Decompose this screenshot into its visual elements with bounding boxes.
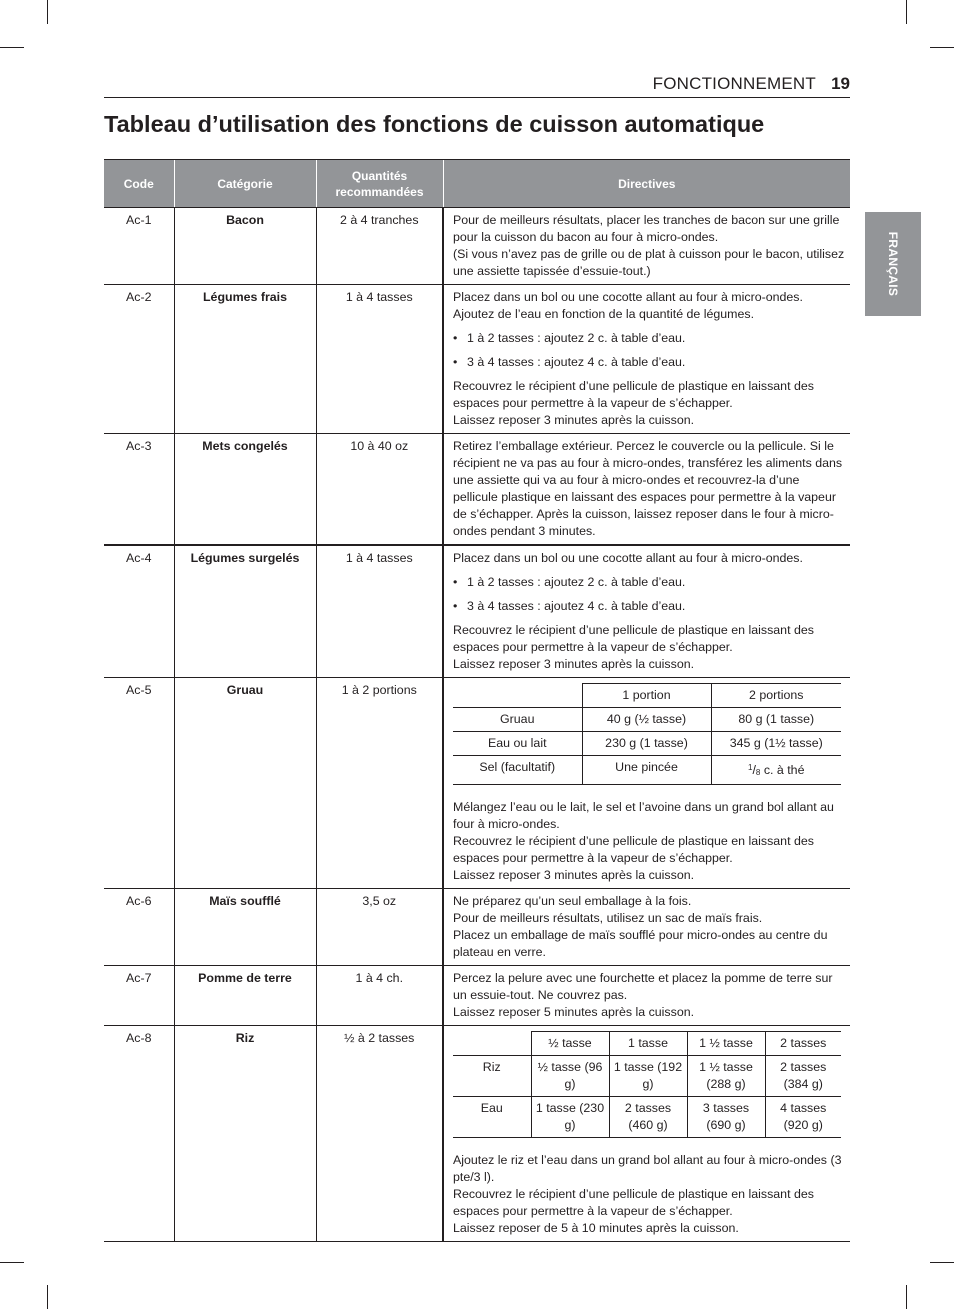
sub-cell: 1 tasse (230 g) <box>531 1097 609 1138</box>
crop-mark <box>930 47 954 48</box>
table-row <box>104 208 850 285</box>
row-directives <box>443 434 850 546</box>
row-quantity: 1 à 4 ch. <box>316 966 443 1026</box>
sub-cell: 40 g (½ tasse) <box>582 708 711 732</box>
row-category: Maïs soufflé <box>174 889 316 966</box>
crop-mark <box>906 0 907 24</box>
sub-cell: Sel (facultatif) <box>453 756 582 785</box>
directive-text: Recouvrez le récipient d’une pellicule de plastique en laissant des espaces pour permettre à la vapeur de s’échapper. <box>453 623 814 654</box>
row-code: Ac-2 <box>104 285 174 434</box>
directive-text: Laissez reposer 3 minutes après la cuisson. <box>453 413 695 427</box>
language-tab <box>865 212 921 316</box>
directive-text: Ne préparez qu’un seul emballage à la fois. <box>453 894 692 908</box>
row-quantity: 3,5 oz <box>316 889 443 966</box>
page-title: Tableau d’utilisation des fonctions de cuisson automatique <box>104 111 765 137</box>
directive-text: Mélangez l’eau ou le lait, le sel et l’avoine dans un grand bol allant au four à micro-ondes. <box>453 800 834 831</box>
directive-bullet: • 1 à 2 tasses : ajoutez 2 c. à table d’eau. <box>453 330 846 347</box>
fraction-denominator: 8 <box>755 768 761 777</box>
directive-text: Laissez reposer 5 minutes après la cuisson. <box>453 1005 695 1019</box>
row-directives <box>443 208 850 285</box>
directive-text: Pour de meilleurs résultats, utilisez un sac de maïs frais. <box>453 911 763 925</box>
row-code: Ac-8 <box>104 1026 174 1242</box>
row-code: Ac-6 <box>104 889 174 966</box>
directive-text: Percez la pelure avec une fourchette et placez la pomme de terre sur un essuie-tout. Ne couvrez pas. <box>453 971 833 1002</box>
row-category: Bacon <box>174 208 316 285</box>
sub-cell: 1 ½ tasse <box>687 1032 765 1056</box>
sub-cell: 80 g (1 tasse) <box>711 708 841 732</box>
sub-cell: 230 g (1 tasse) <box>582 732 711 756</box>
sub-table-row <box>453 732 841 756</box>
sub-table-row <box>453 1097 841 1138</box>
rice-table <box>453 1031 841 1138</box>
crop-mark <box>0 1262 24 1263</box>
directive-bullet: • 3 à 4 tasses : ajoutez 4 c. à table d’eau. <box>453 598 846 615</box>
table-row <box>104 434 850 546</box>
sub-cell-text: c. à thé <box>760 763 805 777</box>
row-directives <box>443 545 850 678</box>
table-row <box>104 1026 850 1242</box>
sub-cell: 2 tasses (460 g) <box>609 1097 687 1138</box>
row-directives <box>443 889 850 966</box>
sub-cell: 1 tasse <box>609 1032 687 1056</box>
sub-cell <box>453 1032 531 1056</box>
sub-cell: 3 tasses (690 g) <box>687 1097 765 1138</box>
page-number: 19 <box>831 74 850 93</box>
directive-bullet: • 1 à 2 tasses : ajoutez 2 c. à table d’eau. <box>453 574 846 591</box>
table-row <box>104 966 850 1026</box>
sub-cell: Une pincée <box>582 756 711 785</box>
table-header-row <box>104 160 850 208</box>
crop-mark <box>47 1285 48 1309</box>
row-code: Ac-4 <box>104 545 174 678</box>
directive-text: Recouvrez le récipient d’une pellicule de plastique en laissant des espaces pour permettre à la vapeur de s’échapper. <box>453 379 814 410</box>
row-code: Ac-3 <box>104 434 174 546</box>
row-category: Gruau <box>174 678 316 889</box>
row-quantity: 1 à 4 tasses <box>316 545 443 678</box>
sub-cell: 2 tasses <box>765 1032 841 1056</box>
row-category: Riz <box>174 1026 316 1242</box>
directive-text: Laissez reposer 3 minutes après la cuisson. <box>453 657 695 671</box>
header-rule <box>104 97 850 98</box>
directive-text: Laissez reposer de 5 à 10 minutes après la cuisson. <box>453 1221 739 1235</box>
crop-mark <box>0 47 24 48</box>
directive-text: Placez dans un bol ou une cocotte allant au four à micro-ondes. <box>453 290 803 304</box>
row-quantity: 2 à 4 tranches <box>316 208 443 285</box>
row-code: Ac-7 <box>104 966 174 1026</box>
crop-mark <box>906 1285 907 1309</box>
page-header <box>104 72 850 96</box>
directive-text: Placez un emballage de maïs soufflé pour micro-ondes au centre du plateau en verre. <box>453 928 828 959</box>
row-directives <box>443 1026 850 1242</box>
table-row <box>104 889 850 966</box>
sub-cell: Riz <box>453 1056 531 1097</box>
row-quantity: 1 à 4 tasses <box>316 285 443 434</box>
header-directives: Directives <box>443 160 850 208</box>
row-quantity: ½ à 2 tasses <box>316 1026 443 1242</box>
crop-mark <box>47 0 48 24</box>
auto-cook-table <box>104 159 850 1242</box>
fraction-numerator: 1 <box>748 763 753 772</box>
row-category: Pomme de terre <box>174 966 316 1026</box>
header-quantities: Quantités recommandées <box>316 160 443 208</box>
row-quantity: 10 à 40 oz <box>316 434 443 546</box>
header-code: Code <box>104 160 174 208</box>
sub-cell: 2 portions <box>711 684 841 708</box>
sub-table-row <box>453 708 841 732</box>
row-category: Légumes frais <box>174 285 316 434</box>
directive-bullet: • 3 à 4 tasses : ajoutez 4 c. à table d’eau. <box>453 354 846 371</box>
row-code: Ac-5 <box>104 678 174 889</box>
directive-text: Placez dans un bol ou une cocotte allant au four à micro-ondes. <box>453 551 803 565</box>
sub-cell: 4 tasses (920 g) <box>765 1097 841 1138</box>
header-category: Catégorie <box>174 160 316 208</box>
directive-text: (Si vous n’avez pas de grille ou de plat à cuisson pour le bacon, utilisez une assiette tapissée d’essuie-tout.) <box>453 247 845 278</box>
sub-cell: 345 g (1½ tasse) <box>711 732 841 756</box>
row-category: Mets congelés <box>174 434 316 546</box>
directive-text: Ajoutez de l’eau en fonction de la quantité de légumes. <box>453 307 755 321</box>
row-quantity: 1 à 2 portions <box>316 678 443 889</box>
directive-text: Pour de meilleurs résultats, placer les tranches de bacon sur une grille pour la cuisson du bacon au four à micro-ondes. <box>453 213 840 244</box>
directive-text: Laissez reposer 3 minutes après la cuisson. <box>453 868 695 882</box>
sub-cell: $^1/_8$ c. à thé <box>711 756 841 785</box>
table-row <box>104 285 850 434</box>
directive-text: Recouvrez le récipient d’une pellicule de plastique en laissant des espaces pour permettre à la vapeur de s’échapper. <box>453 834 814 865</box>
row-category: Légumes surgelés <box>174 545 316 678</box>
sub-cell: 1 tasse (192 g) <box>609 1056 687 1097</box>
sub-cell: ½ tasse <box>531 1032 609 1056</box>
language-tab-label: FRANÇAIS <box>886 231 900 297</box>
sub-table-row <box>453 756 841 785</box>
row-directives <box>443 966 850 1026</box>
sub-table-row <box>453 1032 841 1056</box>
sub-cell: ½ tasse (96 g) <box>531 1056 609 1097</box>
sub-cell: Eau ou lait <box>453 732 582 756</box>
table-row <box>104 545 850 678</box>
sub-cell: 1 portion <box>582 684 711 708</box>
sub-cell: Eau <box>453 1097 531 1138</box>
directive-text: Ajoutez le riz et l’eau dans un grand bol allant au four à micro-ondes (3 pte/3 l). <box>453 1153 842 1184</box>
section-title: FONCTIONNEMENT <box>652 74 816 93</box>
sub-table-row <box>453 684 841 708</box>
table-row <box>104 678 850 889</box>
sub-cell: Gruau <box>453 708 582 732</box>
sub-cell: 1 ½ tasse (288 g) <box>687 1056 765 1097</box>
sub-table-row <box>453 1056 841 1097</box>
row-code: Ac-1 <box>104 208 174 285</box>
oatmeal-table <box>453 683 841 785</box>
row-directives <box>443 285 850 434</box>
row-directives <box>443 678 850 889</box>
sub-cell <box>453 684 582 708</box>
sub-cell: 2 tasses (384 g) <box>765 1056 841 1097</box>
directive-text: Recouvrez le récipient d’une pellicule de plastique en laissant des espaces pour permettre à la vapeur de s’échapper. <box>453 1187 814 1218</box>
directive-text: Retirez l’emballage extérieur. Percez le couvercle ou la pellicule. Si le récipient ne va pas au four à micro-ondes, transférez les aliments dans une assiette qui va au four à micro-ondes et recouvrez-la d’une pellicule plastique en laissant des espaces pour permettre à la vapeur de s’échapper. Après la cuisson, laissez reposer dans le four à micro-ondes pendant 3 minutes. <box>453 439 843 538</box>
crop-mark <box>930 1262 954 1263</box>
